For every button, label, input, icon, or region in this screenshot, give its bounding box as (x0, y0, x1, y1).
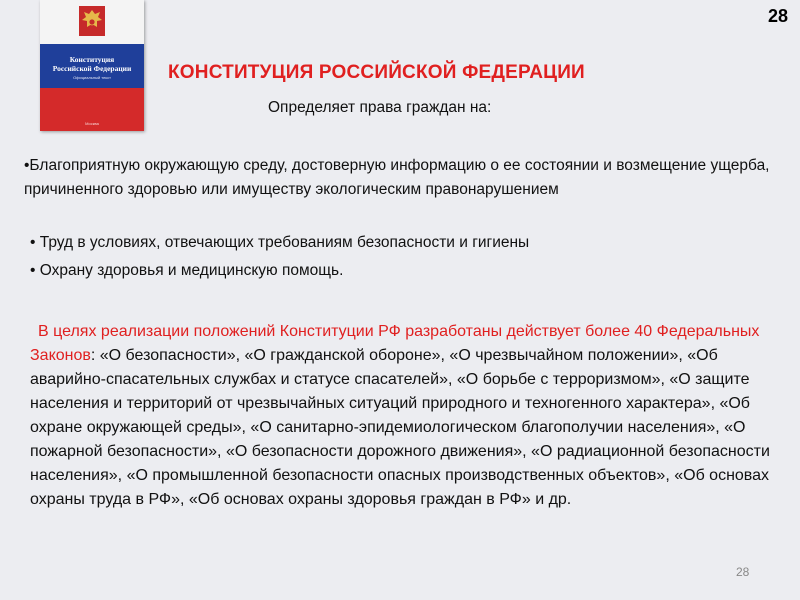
cover-title-line2: Российской Федерации (52, 63, 132, 73)
coat-of-arms-icon (67, 4, 117, 46)
constitution-book-cover (40, 0, 144, 131)
list-item: • Охрану здоровья и медицинскую помощь. (30, 262, 344, 279)
page-title: КОНСТИТУЦИЯ РОССИЙСКОЙ ФЕДЕРАЦИИ (168, 62, 585, 83)
slide-number-bottom: 28 (736, 565, 750, 579)
cover-title (44, 56, 140, 73)
cover-bottom-text: Москва (85, 121, 99, 126)
page-subtitle: Определяет права граждан на: (268, 99, 492, 116)
federal-laws-paragraph (30, 320, 790, 512)
federal-laws-intro: В целях реализации положений Конституции РФ разработаны действует более 40 Федеральных Законов (30, 323, 760, 364)
cover-title-line1: Конституция (69, 55, 115, 64)
list-item: • Труд в условиях, отвечающих требованиям безопасности и гигиены (30, 234, 530, 251)
cover-subtitle: Официальный текст (73, 75, 111, 80)
federal-laws-list: : «О безопасности», «О гражданской обороне», «О чрезвычайном положении», «Об аварийно-спасательных службах и статусе спасателей», «О борьбе с терроризмом», «О защите населения и территорий от чрезвычайных ситуаций природного и техногенного характера», «Об охране окружающей среды», «О санитарно-эпидемиологическом благополучии населения», «О пожарной безопасности», «О безопасности дорожного движения», «О радиационной безопасности населения», «О промышленной безопасности опасных производственных объектов», «Об основах охраны труда в РФ», «Об основах охраны здоровья граждан в РФ» и др. (30, 347, 770, 508)
slide-number-top: 28 (767, 6, 788, 26)
list-item: •Благоприятную окружающую среду, достоверную информацию о ее состоянии и возмещение ущерба, причиненного здоровью или имуществу экологическим правонарушением (24, 157, 770, 198)
